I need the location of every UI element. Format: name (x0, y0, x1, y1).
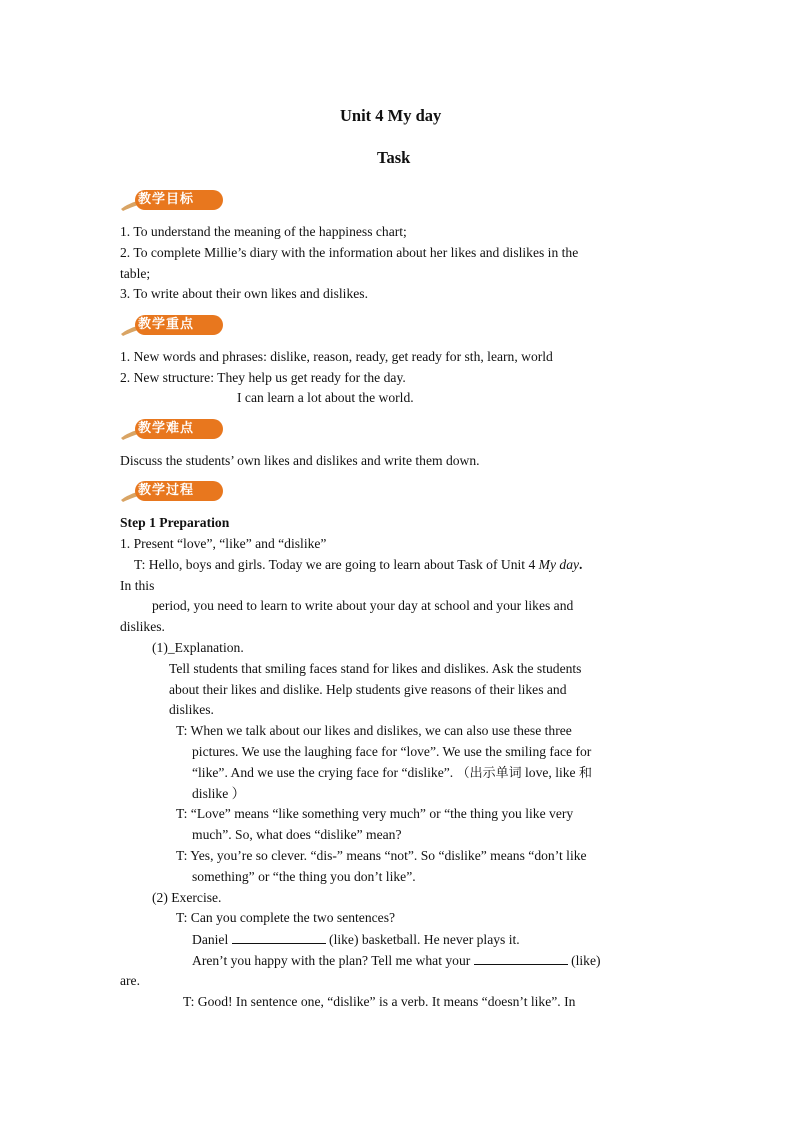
section-badge-label: 教学过程 (138, 483, 195, 498)
page-title: Unit 4 My day (340, 106, 442, 125)
teacher-line-1-c: period, you need to learn to write about your day at school and your likes and (152, 598, 574, 613)
explanation-heading: (1)_Explanation. (152, 640, 244, 655)
teacher-line-3b: much”. So, what does “dislike” mean? (192, 827, 402, 842)
teacher-line-2c-words: love, like (521, 765, 579, 780)
teacher-line-2c-cjk: （出示单词 (456, 766, 522, 781)
exercise-sentence-2-cont: are. (120, 973, 140, 988)
objective-line-2: 2. To complete Millie’s diary with the information about her likes and dislikes in the (120, 245, 579, 260)
teacher-line-2c (192, 765, 592, 782)
teacher-line-1 (134, 557, 582, 573)
teacher-line-1-d: dislikes. (120, 619, 165, 634)
teacher-line-2a: T: When we talk about our likes and dislikes, we can also use these three (176, 723, 572, 738)
explanation-line-1: Tell students that smiling faces stand for likes and dislikes. Ask the students (169, 661, 582, 676)
exercise-sentence-2 (192, 952, 601, 969)
answer-blank-2[interactable] (474, 952, 568, 965)
section-badge-label: 教学目标 (138, 192, 195, 207)
teacher-line-4a: T: Yes, you’re so clever. “dis-” means “not”. So “dislike” means “don’t like (176, 848, 587, 863)
section-badge-objectives (119, 187, 229, 213)
sentence-1-end: (like) basketball. He never plays it. (325, 932, 520, 947)
step-heading: Step 1 Preparation (120, 515, 230, 530)
teacher-line-2d: dislike ） (192, 786, 246, 801)
difficulty-line-1: Discuss the students’ own likes and dislikes and write them down. (120, 453, 480, 468)
exercise-question: T: Can you complete the two sentences? (176, 910, 396, 925)
objective-line-3: 3. To write about their own likes and dislikes. (120, 286, 368, 301)
teacher-line-2c-cjk2: 和 (579, 766, 593, 781)
key-point-line-1: 1. New words and phrases: dislike, reason, ready, get ready for sth, learn, world (120, 349, 553, 364)
sentence-2-start: Aren’t you happy with the plan? Tell me what your (192, 953, 474, 968)
unit-name: My day (538, 557, 580, 572)
section-badge-label: 教学难点 (138, 421, 195, 436)
key-point-line-3: I can learn a lot about the world. (237, 390, 414, 405)
exercise-sentence-1 (192, 931, 520, 948)
teacher-line-1-b: In this (120, 578, 155, 593)
sentence-1-start: Daniel (192, 932, 232, 947)
teacher-line-2b: pictures. We use the laughing face for “love”. We use the smiling face for (192, 744, 592, 759)
teacher-line-4b: something” or “the thing you don’t like”. (192, 869, 416, 884)
teacher-line-1-text: T: Hello, boys and girls. Today we are going to learn about Task of Unit 4 (134, 557, 539, 572)
answer-blank-1[interactable] (232, 931, 326, 944)
key-point-line-2: 2. New structure: They help us get ready for the day. (120, 370, 406, 385)
objective-line-2-cont: table; (120, 266, 151, 281)
explanation-line-3: dislikes. (169, 702, 214, 717)
teacher-line-1-dot: . (579, 557, 583, 572)
explanation-line-2: about their likes and dislike. Help students give reasons of their likes and (169, 682, 567, 697)
page-subtitle: Task (377, 148, 411, 167)
objective-line-1: 1. To understand the meaning of the happiness chart; (120, 224, 407, 239)
section-badge-label: 教学重点 (138, 317, 195, 332)
section-badge-process (119, 478, 229, 504)
section-badge-difficulties (119, 416, 229, 442)
section-badge-key-points (119, 312, 229, 338)
teacher-line-3a: T: “Love” means “like something very much” or “the thing you like very (176, 806, 574, 821)
exercise-heading: (2) Exercise. (152, 890, 222, 905)
teacher-line-2c-text: “like”. And we use the crying face for “dislike”. (192, 765, 457, 780)
teacher-line-5: T: Good! In sentence one, “dislike” is a verb. It means “doesn’t like”. In (183, 994, 576, 1009)
sentence-2-end: (like) (567, 953, 601, 968)
present-line: 1. Present “love”, “like” and “dislike” (120, 536, 327, 551)
